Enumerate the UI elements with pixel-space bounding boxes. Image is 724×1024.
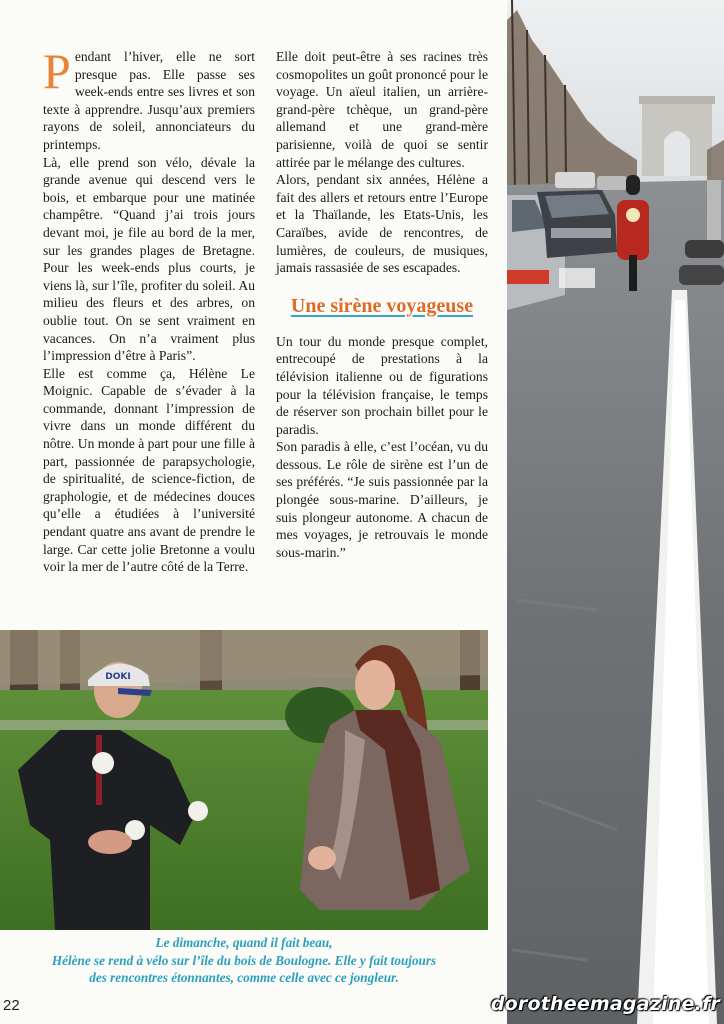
paragraph-6: Un tour du monde presque complet, entrecoupé de prestations à la télévision italienne ou de figurations pour la télévision française, le temps de réserver son prochain billet pour le paradis. [276, 333, 488, 437]
page-number: 22 [3, 997, 20, 1014]
article-right-column [276, 48, 488, 561]
cap-text: DOKI [105, 672, 131, 682]
article-left-column [43, 43, 255, 576]
avenue-illustration [507, 0, 724, 1024]
park-illustration [0, 630, 488, 930]
caption-line-3: des rencontres étonnantes, comme celle avec ce jongleur. [89, 970, 399, 985]
avenue-photo [507, 0, 724, 1024]
paragraph-1 [43, 43, 255, 154]
photo-caption [0, 934, 488, 987]
caption-line-1: Le dimanche, quand il fait beau, [155, 935, 333, 950]
section-subheading: Une sirène voyageuse [290, 294, 474, 317]
site-watermark: dorotheemagazine.fr [490, 993, 720, 1015]
juggler-photo [0, 630, 488, 930]
caption-line-2: Hélène se rend à vélo sur l’île du bois de Boulogne. Elle y fait toujours [51, 952, 437, 968]
paragraph-5: Alors, pendant six années, Hélène a fait des allers et retours entre l’Europe et la Thaïlande, les Etats-Unis, les Caraïbes, avide de rencontres, de lumières, de couleurs, de musiques, jamais rassasiée de ses escapades. [276, 172, 488, 276]
drop-cap: P [43, 43, 71, 99]
paragraph-7: Son paradis à elle, c’est l’océan, vu du dessous. Le rôle de sirène est l’un de ses préférés. “Je suis passionnée par la plongée sous-marine. D’ailleurs, je suis plongeur autonome. A chacun de mes voyages, je retrouvais le monde sous-marin.” [276, 439, 488, 560]
paragraph-1-text: endant l’hiver, elle ne sort presque pas. Elle passe ses week-ends entre ses livres et son texte à apprendre. Jusqu’aux premiers rayons de soleil, annonciateurs du printemps. [43, 49, 255, 152]
paragraph-4: Elle doit peut-être à ses racines très cosmopolites un goût prononcé pour le voyage. Un aïeul italien, un arrière-grand-père tchèque, un grand-père allemand et une grand-mère parisienne, voilà de quoi se sentir attirée par le mélange des cultures. [276, 49, 488, 170]
paragraph-3: Elle est comme ça, Hélène Le Moignic. Capable de s’évader à la commande, donnant l’impression de vivre dans un monde différent du nôtre. Un monde à part pour une fille à part, passionnée de parapsychologie, de spiritualité, de science-fiction, de graphologie, et de médecines douces qu’elle a étudiées à l’université pendant quatre ans avant de prendre le large. Car cette jolie Bretonne a voulu voir la mer de l’autre côté de la Terre. [43, 365, 255, 575]
paragraph-2: Là, elle prend son vélo, dévale la grande avenue qui descend vers le bois, et embarque pour une matinée champêtre. “Quand j’ai trois jours devant moi, je file au bord de la mer, sur les grandes plages de Bretagne. Pour les week-ends plus courts, je viens là, sur l’île, profiter du soleil. Au milieu des fleurs et des arbres, on oublie tout. On se sent vraiment en vacances. On n’a vraiment plus l’impression d’être à Paris”. [43, 154, 255, 364]
